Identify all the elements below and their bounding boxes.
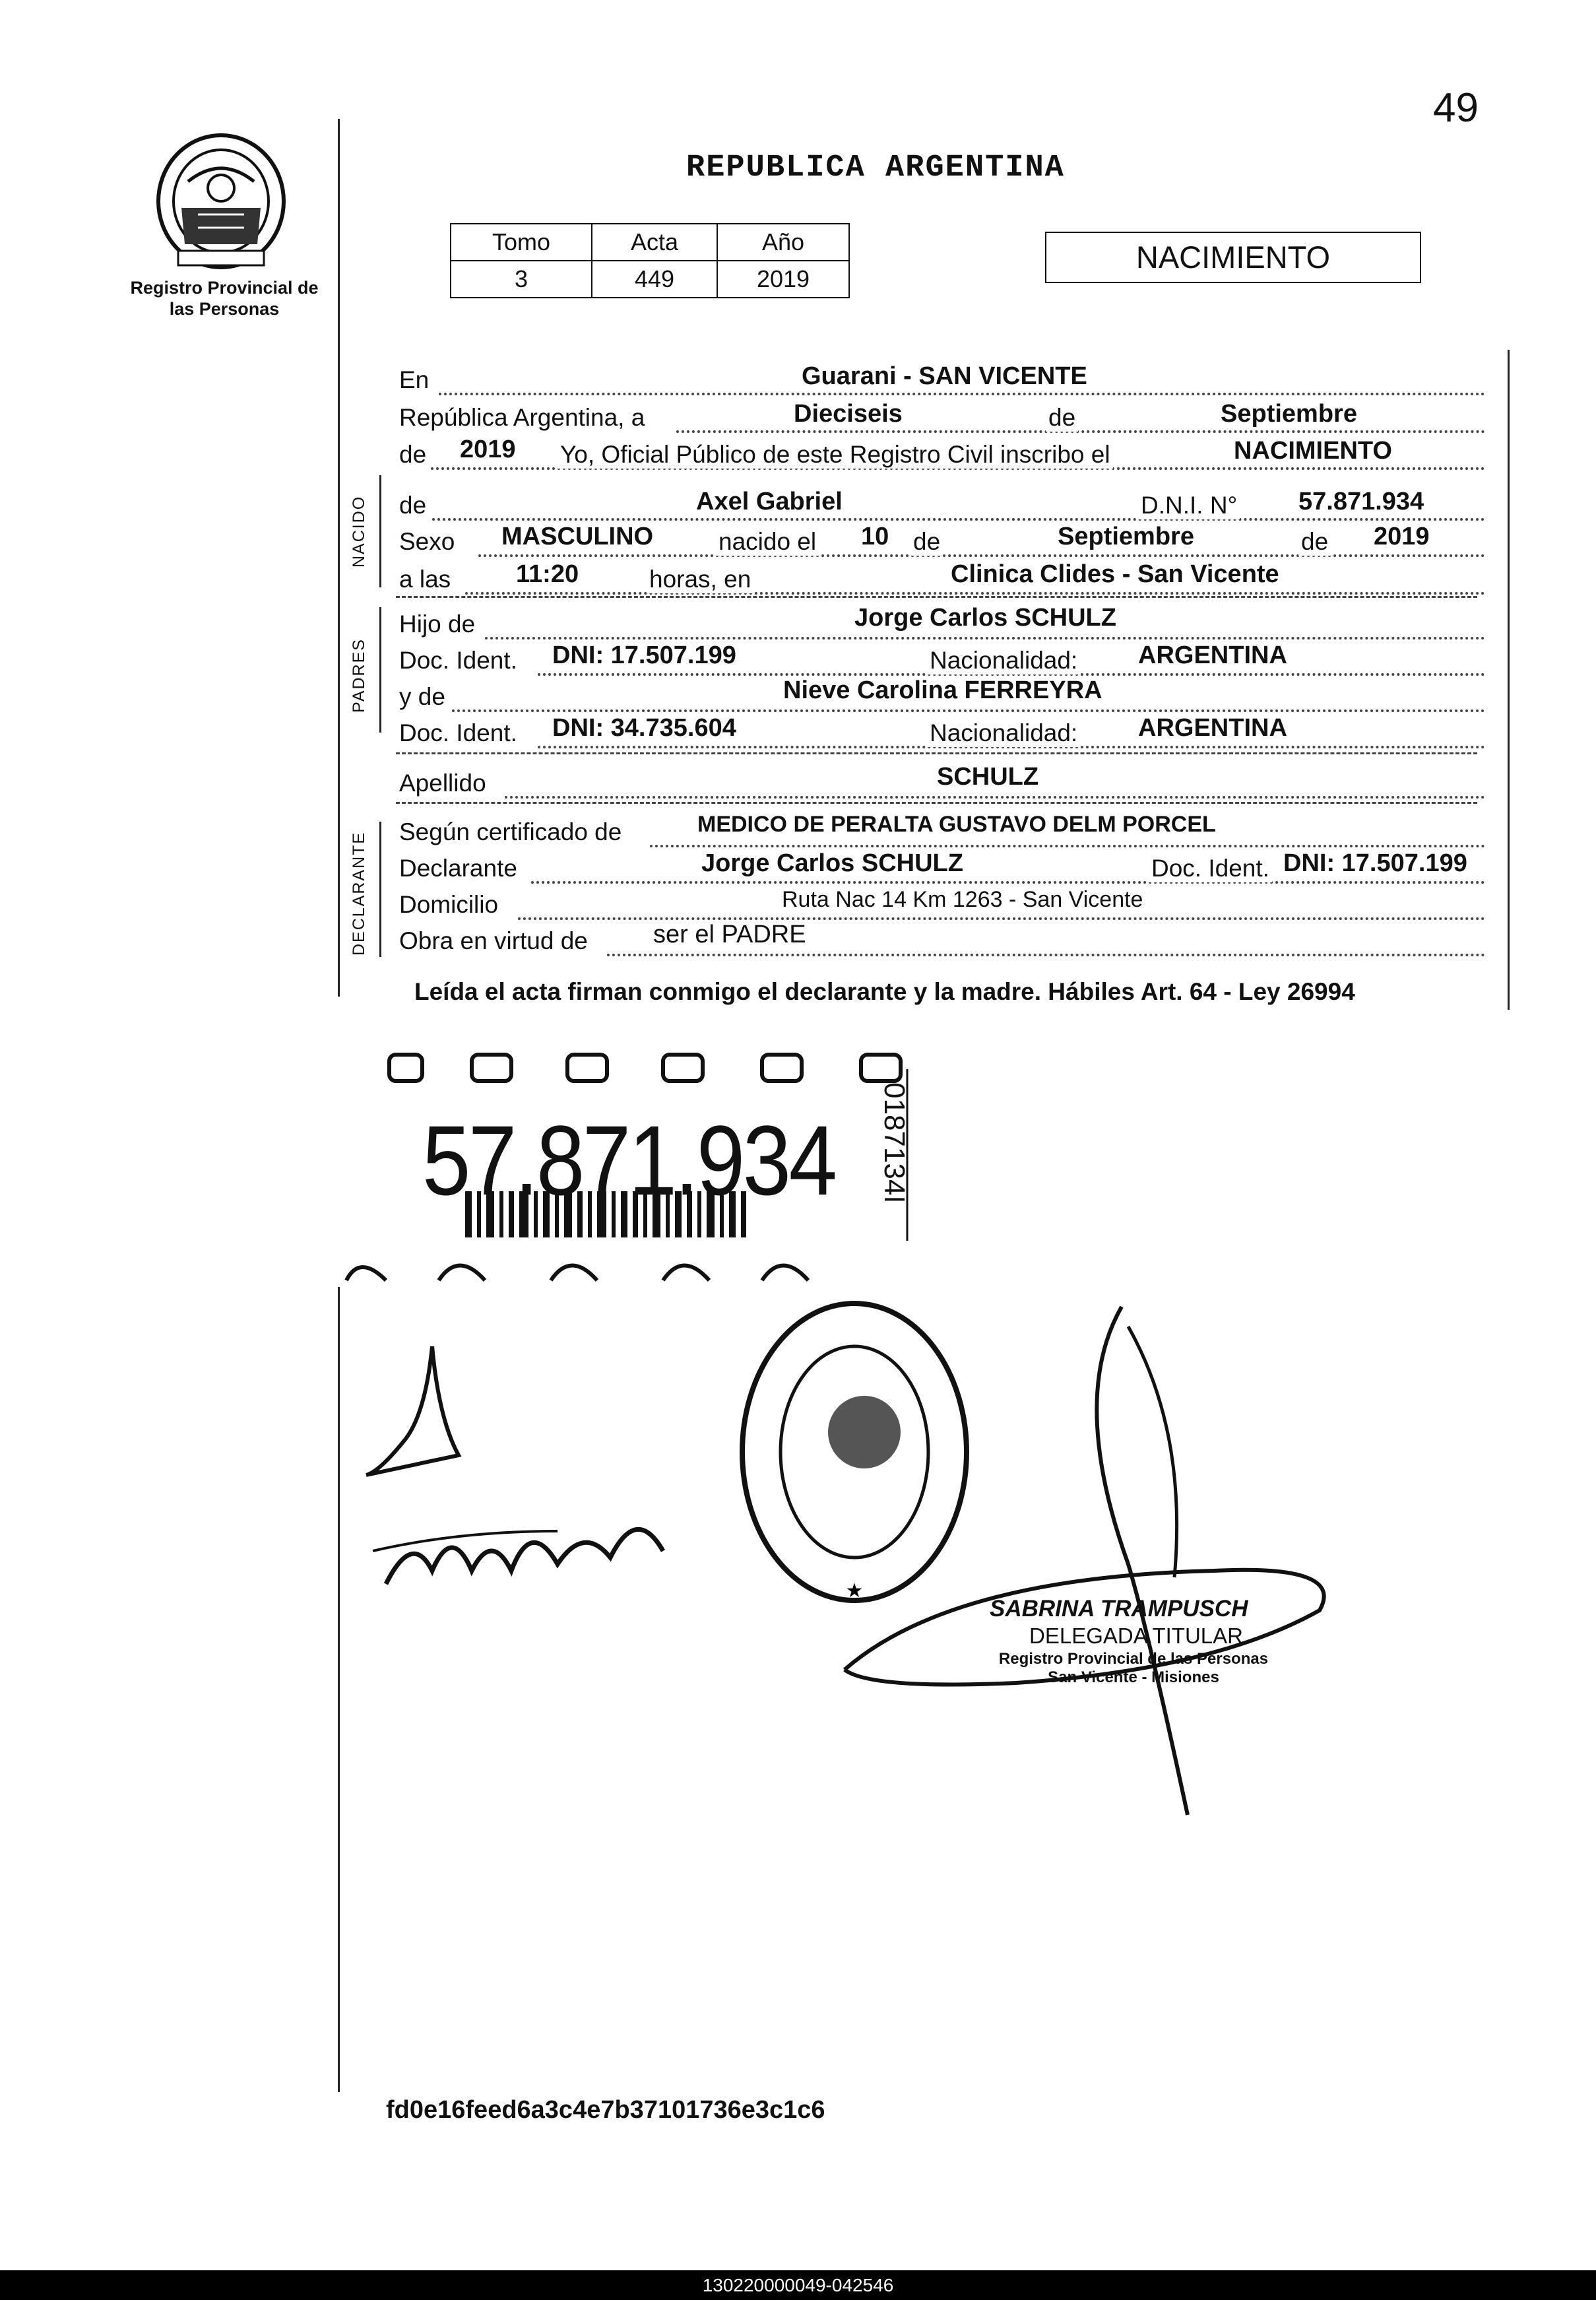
- value-hora: 11:20: [516, 560, 579, 588]
- value-inscribe: NACIMIENTO: [1234, 437, 1392, 465]
- value-obra: ser el PADRE: [653, 921, 806, 948]
- label-obra: Obra en virtud de: [399, 927, 588, 954]
- value-doc-madre: DNI: 34.735.604: [552, 714, 736, 742]
- right-border-line: [1508, 350, 1510, 1010]
- dotted-line: [432, 517, 1485, 521]
- label-nacionalidad-madre: Nacionalidad:: [927, 719, 1080, 747]
- value-domicilio: Ruta Nac 14 Km 1263 - San Vicente: [782, 887, 1143, 912]
- value-padre: Jorge Carlos SCHULZ: [854, 604, 1116, 632]
- value-doc-declarante: DNI: 17.507.199: [1283, 849, 1467, 877]
- record-table: [450, 223, 850, 298]
- signature-declarante: [360, 1333, 703, 1610]
- side-label-declarante: DECLARANTE: [350, 831, 368, 956]
- signer-org-line1: Registro Provincial de las Personas: [998, 1650, 1269, 1668]
- row-padre: [399, 604, 1485, 645]
- dotted-line: [478, 553, 1485, 557]
- label-en: En: [399, 366, 430, 393]
- svg-text:★: ★: [845, 1580, 864, 1602]
- value-lugar: Guarani - SAN VICENTE: [802, 362, 1087, 390]
- value-nacionalidad-padre: ARGENTINA: [1138, 641, 1287, 669]
- label-nacido-el: nacido el: [716, 528, 819, 556]
- label-sexo: Sexo: [399, 528, 455, 555]
- value-anio: 2019: [460, 436, 516, 463]
- label-de-mes: de: [910, 528, 943, 556]
- value-doc-padre: DNI: 17.507.199: [552, 641, 736, 669]
- value-anio-nac: 2019: [1374, 523, 1430, 550]
- signer-org: [988, 1650, 1279, 1687]
- dotted-line: [676, 429, 1485, 433]
- dotted-line: [518, 916, 1485, 920]
- table-header-acta: Acta: [592, 224, 717, 261]
- dotted-line: [465, 591, 1485, 595]
- dotted-line: [452, 708, 1485, 712]
- sticker-id-number: 57.871.934: [422, 1105, 835, 1216]
- document-title: REPUBLICA ARGENTINA: [686, 150, 1065, 185]
- signature-official: [818, 1300, 1372, 1828]
- label-declarante: Declarante: [399, 855, 517, 882]
- dotted-line: [607, 952, 1485, 956]
- value-madre: Nieve Carolina FERREYRA: [783, 676, 1102, 704]
- section-divider: [396, 752, 1477, 754]
- left-border-line-lower: [338, 1287, 340, 2092]
- section-bar-padres: [379, 607, 381, 733]
- label-doc-declarante: Doc. Ident.: [1149, 855, 1272, 882]
- row-certificado: [399, 812, 1485, 853]
- value-sexo: MASCULINO: [501, 523, 654, 550]
- dotted-line: [485, 636, 1485, 640]
- label-apellido: Apellido: [399, 770, 486, 797]
- value-declarante: Jorge Carlos SCHULZ: [701, 849, 963, 877]
- row-hora: [399, 560, 1485, 600]
- label-oficial: Yo, Oficial Público de este Registro Civil inscribo el: [558, 441, 1113, 469]
- row-apellido: [399, 763, 1485, 804]
- signer-org-line2: San Vicente - Misiones: [1048, 1668, 1219, 1686]
- sticker-side-code: 0187134I: [878, 1082, 910, 1204]
- label-de-nombre: de: [399, 492, 427, 519]
- value-nombre: Axel Gabriel: [696, 488, 843, 515]
- label-y-de: y de: [399, 683, 445, 710]
- row-oficial: [399, 436, 1485, 475]
- label-dni: D.N.I. N°: [1138, 492, 1240, 519]
- province-shield-logo: [152, 129, 290, 274]
- table-value-tomo: 3: [451, 261, 592, 298]
- row-declarante: [399, 849, 1485, 889]
- signer-name: SABRINA TRAMPUSCH: [990, 1596, 1248, 1622]
- left-border-line: [338, 119, 340, 997]
- value-lugar-nac: Clinica Clides - San Vicente: [951, 560, 1279, 588]
- value-dia-nac: 10: [861, 523, 889, 550]
- label-doc-madre: Doc. Ident.: [399, 719, 517, 746]
- section-bar-nacido: [379, 475, 381, 587]
- side-label-padres: PADRES: [350, 638, 368, 713]
- label-domicilio: Domicilio: [399, 891, 499, 918]
- dotted-line: [650, 843, 1485, 847]
- label-republica: República Argentina, a: [399, 404, 645, 431]
- dotted-line: [439, 391, 1485, 395]
- value-mes-nac: Septiembre: [1058, 523, 1194, 550]
- label-a-las: a las: [399, 566, 451, 593]
- section-divider: [396, 802, 1477, 804]
- value-certificado: MEDICO DE PERALTA GUSTAVO DELM PORCEL: [697, 812, 1216, 837]
- row-obra: [399, 921, 1485, 962]
- dotted-line: [531, 880, 1485, 884]
- label-de: de: [1046, 404, 1078, 432]
- table-value-acta: 449: [592, 261, 717, 298]
- value-apellido: SCHULZ: [937, 763, 1039, 791]
- footer-code-bar: 130220000049-042546: [0, 2270, 1596, 2300]
- record-type-box: NACIMIENTO: [1045, 232, 1421, 283]
- value-dni: 57.871.934: [1298, 488, 1424, 515]
- table-header-ano: Año: [717, 224, 849, 261]
- document-hash: fd0e16feed6a3c4e7b37101736e3c1c6: [386, 2096, 825, 2124]
- row-domicilio: [399, 887, 1485, 925]
- row-fecha: [399, 400, 1485, 438]
- registry-label: Registro Provincial de las Personas: [130, 278, 319, 319]
- label-de2: de: [399, 441, 427, 468]
- label-doc-padre: Doc. Ident.: [399, 647, 517, 674]
- signer-role: DELEGADA TITULAR: [1029, 1624, 1243, 1648]
- value-nacionalidad-madre: ARGENTINA: [1138, 714, 1287, 742]
- label-hijo-de: Hijo de: [399, 610, 476, 638]
- label-nacionalidad-padre: Nacionalidad:: [927, 647, 1080, 674]
- side-label-nacido: NACIDO: [350, 495, 368, 568]
- row-sexo: [399, 523, 1485, 562]
- row-doc-madre: [399, 714, 1485, 754]
- dotted-line: [505, 795, 1485, 799]
- table-value-ano: 2019: [717, 261, 849, 298]
- section-bar-declarante: [379, 822, 381, 957]
- row-madre: [399, 676, 1485, 717]
- value-mes: Septiembre: [1221, 400, 1357, 428]
- label-certificado: Según certificado de: [399, 818, 622, 845]
- label-horas: horas, en: [647, 566, 753, 593]
- label-de-anio: de: [1298, 528, 1331, 556]
- row-lugar: [399, 362, 1485, 401]
- value-dia: Dieciseis: [794, 400, 903, 428]
- table-header-tomo: Tomo: [451, 224, 592, 261]
- page-number: 49: [1433, 85, 1479, 131]
- closing-note: Leída el acta firman conmigo el declarante y la madre. Hábiles Art. 64 - Ley 26994: [414, 978, 1355, 1005]
- row-nombre: [399, 488, 1485, 526]
- section-divider: [396, 596, 1477, 598]
